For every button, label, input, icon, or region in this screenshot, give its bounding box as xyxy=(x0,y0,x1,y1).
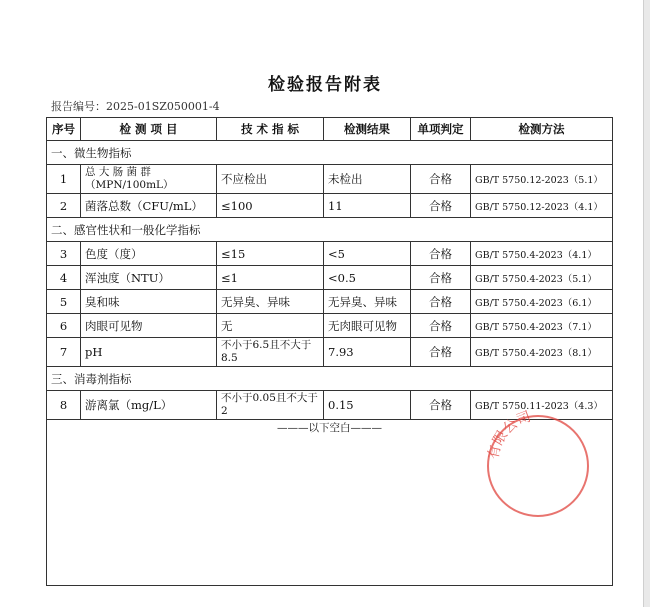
blank-footer-row xyxy=(47,420,613,586)
end-of-table-mark: ———以下空白——— xyxy=(277,422,382,434)
table-row xyxy=(47,391,613,420)
cell-spec: 不应检出 xyxy=(217,165,324,194)
table-row xyxy=(47,194,613,218)
col-header-judge: 单项判定 xyxy=(411,118,471,141)
section-title: 三、消毒剂指标 xyxy=(47,367,613,391)
cell-spec: 不小于6.5且不大于8.5 xyxy=(217,338,324,367)
cell-item: 总 大 肠 菌 群（MPN/100mL） xyxy=(81,165,217,194)
table-row xyxy=(47,290,613,314)
cell-method: GB/T 5750.4-2023（8.1） xyxy=(471,338,613,367)
table-header-row xyxy=(47,118,613,141)
col-header-result: 检测结果 xyxy=(324,118,411,141)
cell-spec: 无 xyxy=(217,314,324,338)
cell-spec: 不小于0.05且不大于2 xyxy=(217,391,324,420)
cell-judge: 合格 xyxy=(411,165,471,194)
cell-spec: ≤1 xyxy=(217,266,324,290)
cell-item: 游离氯（mg/L） xyxy=(81,391,217,420)
cell-result: 0.15 xyxy=(324,391,411,420)
table-row xyxy=(47,165,613,194)
col-header-spec: 技 术 指 标 xyxy=(217,118,324,141)
section-title: 二、感官性状和一般化学指标 xyxy=(47,218,613,242)
cell-method: GB/T 5750.4-2023（5.1） xyxy=(471,266,613,290)
cell-judge: 合格 xyxy=(411,266,471,290)
cell-judge: 合格 xyxy=(411,338,471,367)
cell-no: 2 xyxy=(47,194,81,218)
section-row xyxy=(47,367,613,391)
cell-result: 无异臭、异味 xyxy=(324,290,411,314)
cell-method: GB/T 5750.11-2023（4.3） xyxy=(471,391,613,420)
cell-no: 5 xyxy=(47,290,81,314)
cell-no: 7 xyxy=(47,338,81,367)
cell-no: 8 xyxy=(47,391,81,420)
cell-judge: 合格 xyxy=(411,242,471,266)
report-number: 报告编号：2025-01SZ050001-4 xyxy=(51,100,220,113)
page-title: 检验报告附表 xyxy=(268,75,382,95)
cell-item: 臭和味 xyxy=(81,290,217,314)
cell-result: 未检出 xyxy=(324,165,411,194)
cell-item: 肉眼可见物 xyxy=(81,314,217,338)
cell-no: 6 xyxy=(47,314,81,338)
cell-spec: ≤100 xyxy=(217,194,324,218)
table-row xyxy=(47,266,613,290)
section-row xyxy=(47,141,613,165)
seal-text-path: 有限公司 xyxy=(485,408,534,461)
cell-method: GB/T 5750.4-2023（7.1） xyxy=(471,314,613,338)
cell-no: 1 xyxy=(47,165,81,194)
cell-item: 菌落总数（CFU/mL） xyxy=(81,194,217,218)
cell-no: 3 xyxy=(47,242,81,266)
cell-item: 色度（度） xyxy=(81,242,217,266)
cell-result: 11 xyxy=(324,194,411,218)
cell-method: GB/T 5750.12-2023（5.1） xyxy=(471,165,613,194)
cell-result: 无肉眼可见物 xyxy=(324,314,411,338)
table-row xyxy=(47,314,613,338)
section-title: 一、微生物指标 xyxy=(47,141,613,165)
col-header-no: 序号 xyxy=(47,118,81,141)
cell-result: 7.93 xyxy=(324,338,411,367)
cell-spec: ≤15 xyxy=(217,242,324,266)
cell-no: 4 xyxy=(47,266,81,290)
cell-judge: 合格 xyxy=(411,314,471,338)
cell-spec: 无异臭、异味 xyxy=(217,290,324,314)
cell-item: pH xyxy=(81,338,217,367)
cell-judge: 合格 xyxy=(411,391,471,420)
table-row xyxy=(47,338,613,367)
cell-result: <5 xyxy=(324,242,411,266)
section-row xyxy=(47,218,613,242)
table-row xyxy=(47,242,613,266)
col-header-method: 检测方法 xyxy=(471,118,613,141)
col-header-item: 检 测 项 目 xyxy=(81,118,217,141)
cell-judge: 合格 xyxy=(411,194,471,218)
cell-result: <0.5 xyxy=(324,266,411,290)
cell-method: GB/T 5750.12-2023（4.1） xyxy=(471,194,613,218)
cell-method: GB/T 5750.4-2023（6.1） xyxy=(471,290,613,314)
cell-method: GB/T 5750.4-2023（4.1） xyxy=(471,242,613,266)
inspection-table xyxy=(46,117,613,586)
cell-item: 浑浊度（NTU） xyxy=(81,266,217,290)
cell-judge: 合格 xyxy=(411,290,471,314)
